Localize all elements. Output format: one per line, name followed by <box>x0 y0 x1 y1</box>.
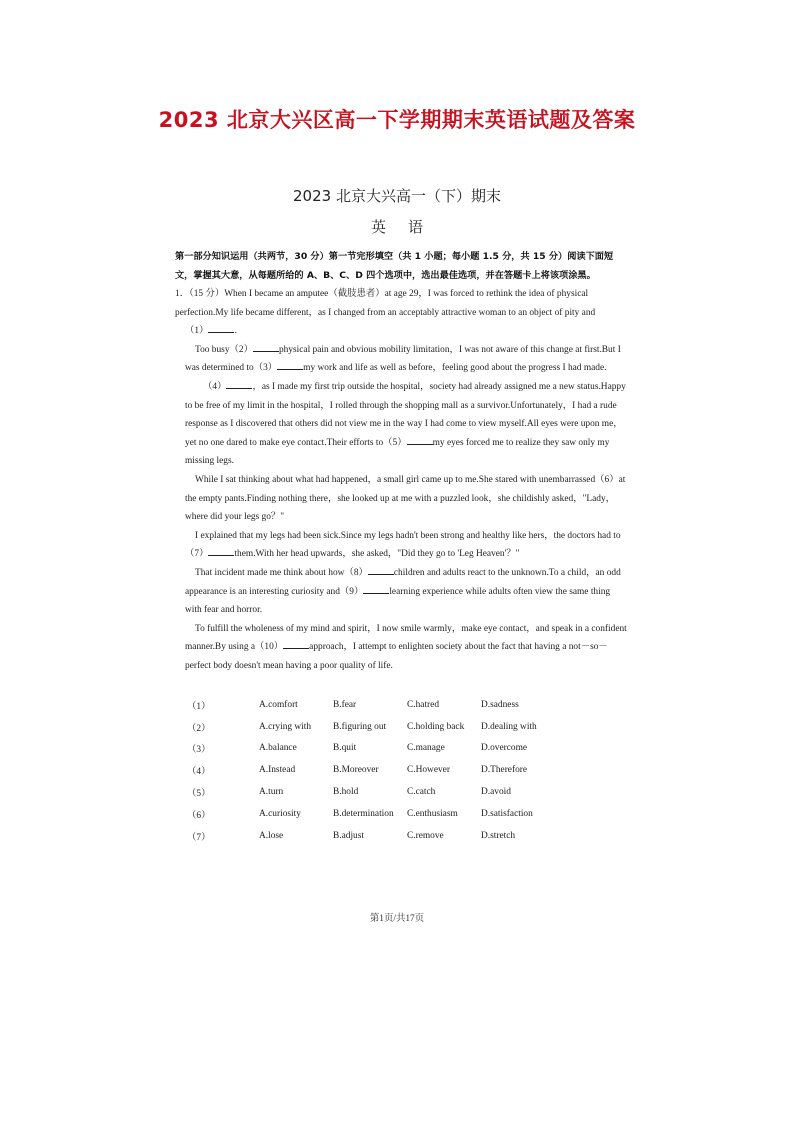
passage-paragraph-7: To fulfill the wholeness of my mind and spirit，I now smile warmly，make eye contact，and speak in a confident manner.By using a（10） approach，I attempt to enlighten society about the fact that having a not－so－perfect body doesn't mean having a poor quality of life. <box>185 623 627 671</box>
option-a: A.crying with <box>259 721 312 732</box>
option-a: A.curiosity <box>259 808 301 819</box>
option-a: A.comfort <box>259 699 298 710</box>
option-b: B.determination <box>333 808 394 819</box>
document-title: 2023 北京大兴区高一下学期期末英语试题及答案 <box>158 108 636 132</box>
option-row: （4） A.Instead B.Moreover C.However D.Therefore <box>187 759 587 781</box>
option-row: （6） A.curiosity B.determination C.enthusiasm D.satisfaction <box>187 803 587 825</box>
passage-paragraph-5: I explained that my legs had been sick.Since my legs hadn't been strong and healthy like hers，the doctors had to（7） them.With her head upwards，she asked，"Did they go to 'Leg Heaven'？" <box>185 530 621 560</box>
blank-line <box>208 545 234 556</box>
section-instructions: 第一部分知识运用（共两节，30 分）第一节完形填空（共 1 小题；每小题 1.5 分，共 15 分）阅读下面短文，掌握其大意，从每题所给的 A、B、C、D 四个选项中，选出最佳选项，并在答题卡上将该项涂黑。 <box>175 251 614 281</box>
passage-paragraph-6: That incident made me think about how（8） children and adults react to the unknown.To a child，an odd appearance is an interesting curiosity and（9） learning experience while adults often view the same thing with fear and horror. <box>185 564 627 620</box>
option-c: C.holding back <box>407 721 465 732</box>
blank-line <box>283 638 309 649</box>
option-b: B.fear <box>333 699 357 710</box>
option-c: C.enthusiasm <box>407 808 458 819</box>
blank-line <box>277 359 303 370</box>
option-a: A.lose <box>259 830 284 841</box>
option-b: B.figuring out <box>333 721 387 732</box>
passage-paragraph-4: While I sat thinking about what had happened，a small girl came up to me.She stared with unembarrassed（6）at the empty pants.Finding nothing there，she looked up at me with a puzzled look，she childishly asked，"Lady，where did your legs go？" <box>185 474 626 523</box>
option-c: C.catch <box>407 787 436 798</box>
option-c: C.hatred <box>407 699 440 710</box>
passage-paragraph-3: （4） ，as I made my first trip outside the hospital，society had already assigned me a new status.Happy to be free of my limit in the hospital，I rolled through the shopping mall as a survivor.Unfortunately，I had a rude response as I discovered that others did not view me in the way I had come to view myself.All eyes were upon me，yet no one dared to make eye contact.Their efforts to（5） my eyes forced me to realize they saw only my missing legs. <box>185 378 627 471</box>
option-row: （1） A.comfort B.fear C.hatred D.sadness <box>187 694 587 716</box>
option-a: A.turn <box>259 787 284 798</box>
blank-line <box>368 564 394 575</box>
option-b: B.Moreover <box>333 765 379 776</box>
blank-line <box>363 583 389 594</box>
blank-line <box>253 341 279 352</box>
blank-line <box>208 322 234 333</box>
subject-title: 英语 <box>370 218 445 236</box>
option-a: A.balance <box>259 743 297 754</box>
option-d: D.Therefore <box>481 765 528 776</box>
cloze-passage <box>175 285 627 675</box>
blank-line <box>226 378 252 389</box>
option-d: D.avoid <box>481 787 511 798</box>
answer-options-table <box>187 694 587 847</box>
option-d: D.sadness <box>481 699 519 710</box>
option-b: B.quit <box>333 743 357 754</box>
option-d: D.satisfaction <box>481 808 533 819</box>
option-row: （5） A.turn B.hold C.catch D.avoid <box>187 781 587 803</box>
blank-line <box>407 434 433 445</box>
passage-paragraph-2: Too busy（2） physical pain and obvious mobility limitation，I was not aware of this change at first.But I was determined to（3） my work and life as well as before，feeling good about the progress I had made. <box>185 341 627 378</box>
option-a: A.Instead <box>259 765 296 776</box>
exam-title: 2023 北京大兴高一（下）期末 <box>293 187 501 205</box>
passage-paragraph-1: 1．（15 分）When I became an amputee（截肢患者）at age 29，I was forced to rethink the idea of physical perfection.My life became different，as I changed from an acceptably attractive woman to an object of pity and （1） . <box>175 289 596 337</box>
option-b: B.adjust <box>333 830 364 841</box>
option-d: D.overcome <box>481 743 528 754</box>
option-c: C.remove <box>407 830 444 841</box>
option-d: D.dealing with <box>481 721 537 732</box>
option-c: C.manage <box>407 743 445 754</box>
option-row: （2） A.crying with B.figuring out C.holding back D.dealing with <box>187 716 587 738</box>
option-c: C.However <box>407 765 450 776</box>
option-b: B.hold <box>333 787 359 798</box>
option-d: D.stretch <box>481 830 516 841</box>
option-row: （3） A.balance B.quit C.manage D.overcome <box>187 738 587 760</box>
page-number: 第1页/共17页 <box>369 914 425 924</box>
option-row: （7） A.lose B.adjust C.remove D.stretch <box>187 825 587 847</box>
